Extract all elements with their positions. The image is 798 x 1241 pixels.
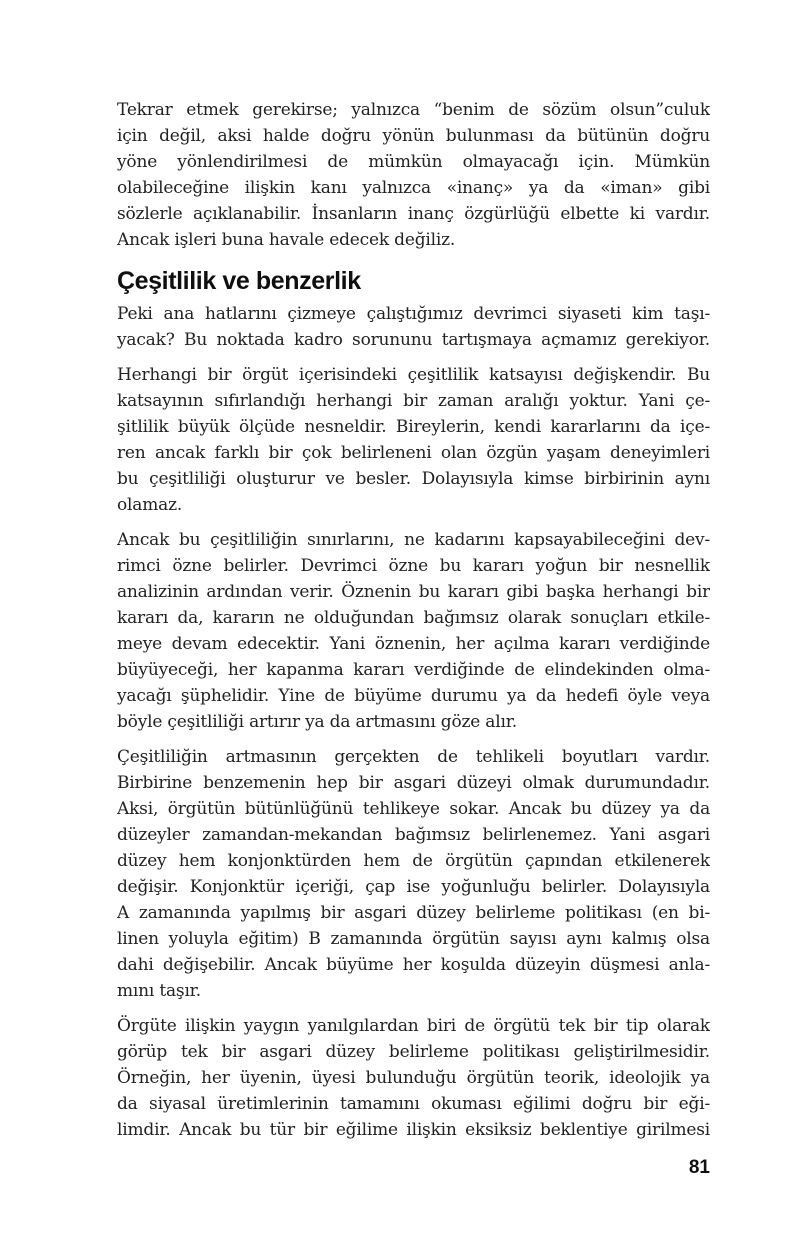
text-line: sözlerle açıklanabilir. İnsanların inanç özgürlüğü elbette ki vardır. xyxy=(117,204,710,224)
paragraph xyxy=(117,301,710,353)
text-line: yacağı şüphelidir. Yine de büyüme durumu ya da hedefi öyle veya xyxy=(117,686,710,706)
paragraph xyxy=(117,362,710,518)
text-line: bu çeşitliliği oluşturur ve besler. Dolayısıyla kimse birbirinin aynı xyxy=(117,469,710,489)
text-line: da siyasal üretimlerinin tamamını okuması eğilimi doğru bir eği- xyxy=(117,1094,710,1114)
text-line: Herhangi bir örgüt içerisindeki çeşitlilik katsayısı değişkendir. Bu xyxy=(117,365,710,385)
text-line: olabileceğine ilişkin kanı yalnızca «inanç» ya da «iman» gibi xyxy=(117,178,710,198)
text-line: görüp tek bir asgari düzey belirleme politikası geliştirilmesidir. xyxy=(117,1042,710,1062)
text-line: düzeyler zamandan-mekandan bağımsız belirlenemez. Yani asgari xyxy=(117,825,710,845)
paragraph xyxy=(117,744,710,1004)
text-line: böyle çeşitliliği artırır ya da artmasını göze alır. xyxy=(117,712,517,732)
section-heading: Çeşitlilik ve benzerlik xyxy=(117,267,361,295)
page-content xyxy=(117,97,710,1152)
text-line: Peki ana hatlarını çizmeye çalıştığımız devrimci siyaseti kim taşı- xyxy=(117,304,710,324)
text-line: düzey hem konjonktürden hem de örgütün çapından etkilenerek xyxy=(117,851,710,871)
text-line: Örneğin, her üyenin, üyesi bulunduğu örgütün teorik, ideolojik ya xyxy=(117,1068,710,1088)
text-line: yöne yönlendirilmesi de mümkün olmayacağı için. Mümkün xyxy=(117,152,710,172)
text-line: için değil, aksi halde doğru yönün bulunması da bütünün doğru xyxy=(117,126,710,146)
text-line: meye devam edecektir. Yani öznenin, her açılma kararı verdiğinde xyxy=(117,634,710,654)
paragraph xyxy=(117,97,710,253)
text-line: olamaz. xyxy=(117,495,183,515)
text-line: ren ancak farklı bir çok belirleneni olan özgün yaşam deneyimleri xyxy=(117,443,710,463)
page-number: 81 xyxy=(688,1157,710,1178)
text-line: şitlilik büyük ölçüde nesneldir. Bireylerin, kendi kararlarını da içe- xyxy=(117,417,710,437)
text-line: analizinin ardından verir. Öznenin bu kararı gibi başka herhangi bir xyxy=(117,582,710,602)
text-line: Örgüte ilişkin yaygın yanılgılardan biri de örgütü tek bir tip olarak xyxy=(117,1016,710,1036)
text-line: limdir. Ancak bu tür bir eğilime ilişkin eksiksiz beklentiye girilmesi xyxy=(117,1120,710,1140)
text-line: Ancak işleri buna havale edecek değiliz. xyxy=(117,230,456,250)
text-line: Ancak bu çeşitliliğin sınırlarını, ne kadarını kapsayabileceğini dev- xyxy=(117,530,710,550)
text-line: değişir. Konjonktür içeriği, çap ise yoğunluğu belirler. Dolayısıyla xyxy=(117,877,710,897)
text-line: A zamanında yapılmış bir asgari düzey belirleme politikası (en bi- xyxy=(117,903,710,923)
text-line: rimci özne belirler. Devrimci özne bu kararı yoğun bir nesnellik xyxy=(117,556,710,576)
text-line: kararı da, kararın ne olduğundan bağımsız olarak sonuçları etkile- xyxy=(117,608,710,628)
paragraph xyxy=(117,1013,710,1143)
text-line: Çeşitliliğin artmasının gerçekten de tehlikeli boyutları vardır. xyxy=(117,747,710,767)
paragraph xyxy=(117,527,710,735)
text-line: katsayının sıfırlandığı herhangi bir zaman aralığı yoktur. Yani çe- xyxy=(117,391,710,411)
text-line: mını taşır. xyxy=(117,981,201,1001)
text-line: Aksi, örgütün bütünlüğünü tehlikeye sokar. Ancak bu düzey ya da xyxy=(117,799,710,819)
text-line: linen yoluyla eğitim) B zamanında örgütün sayısı aynı kalmış olsa xyxy=(117,929,710,949)
text-line: yacak? Bu noktada kadro sorununu tartışmaya açmamız gerekiyor. xyxy=(117,330,710,350)
text-line: büyüyeceği, her kapanma kararı verdiğinde de elindekinden olma- xyxy=(117,660,710,680)
text-line: dahi değişebilir. Ancak büyüme her koşulda düzeyin düşmesi anla- xyxy=(117,955,710,975)
text-line: Tekrar etmek gerekirse; yalnızca “benim de sözüm olsun”culuk xyxy=(117,100,710,120)
text-line: Birbirine benzemenin hep bir asgari düzeyi olmak durumundadır. xyxy=(117,773,710,793)
